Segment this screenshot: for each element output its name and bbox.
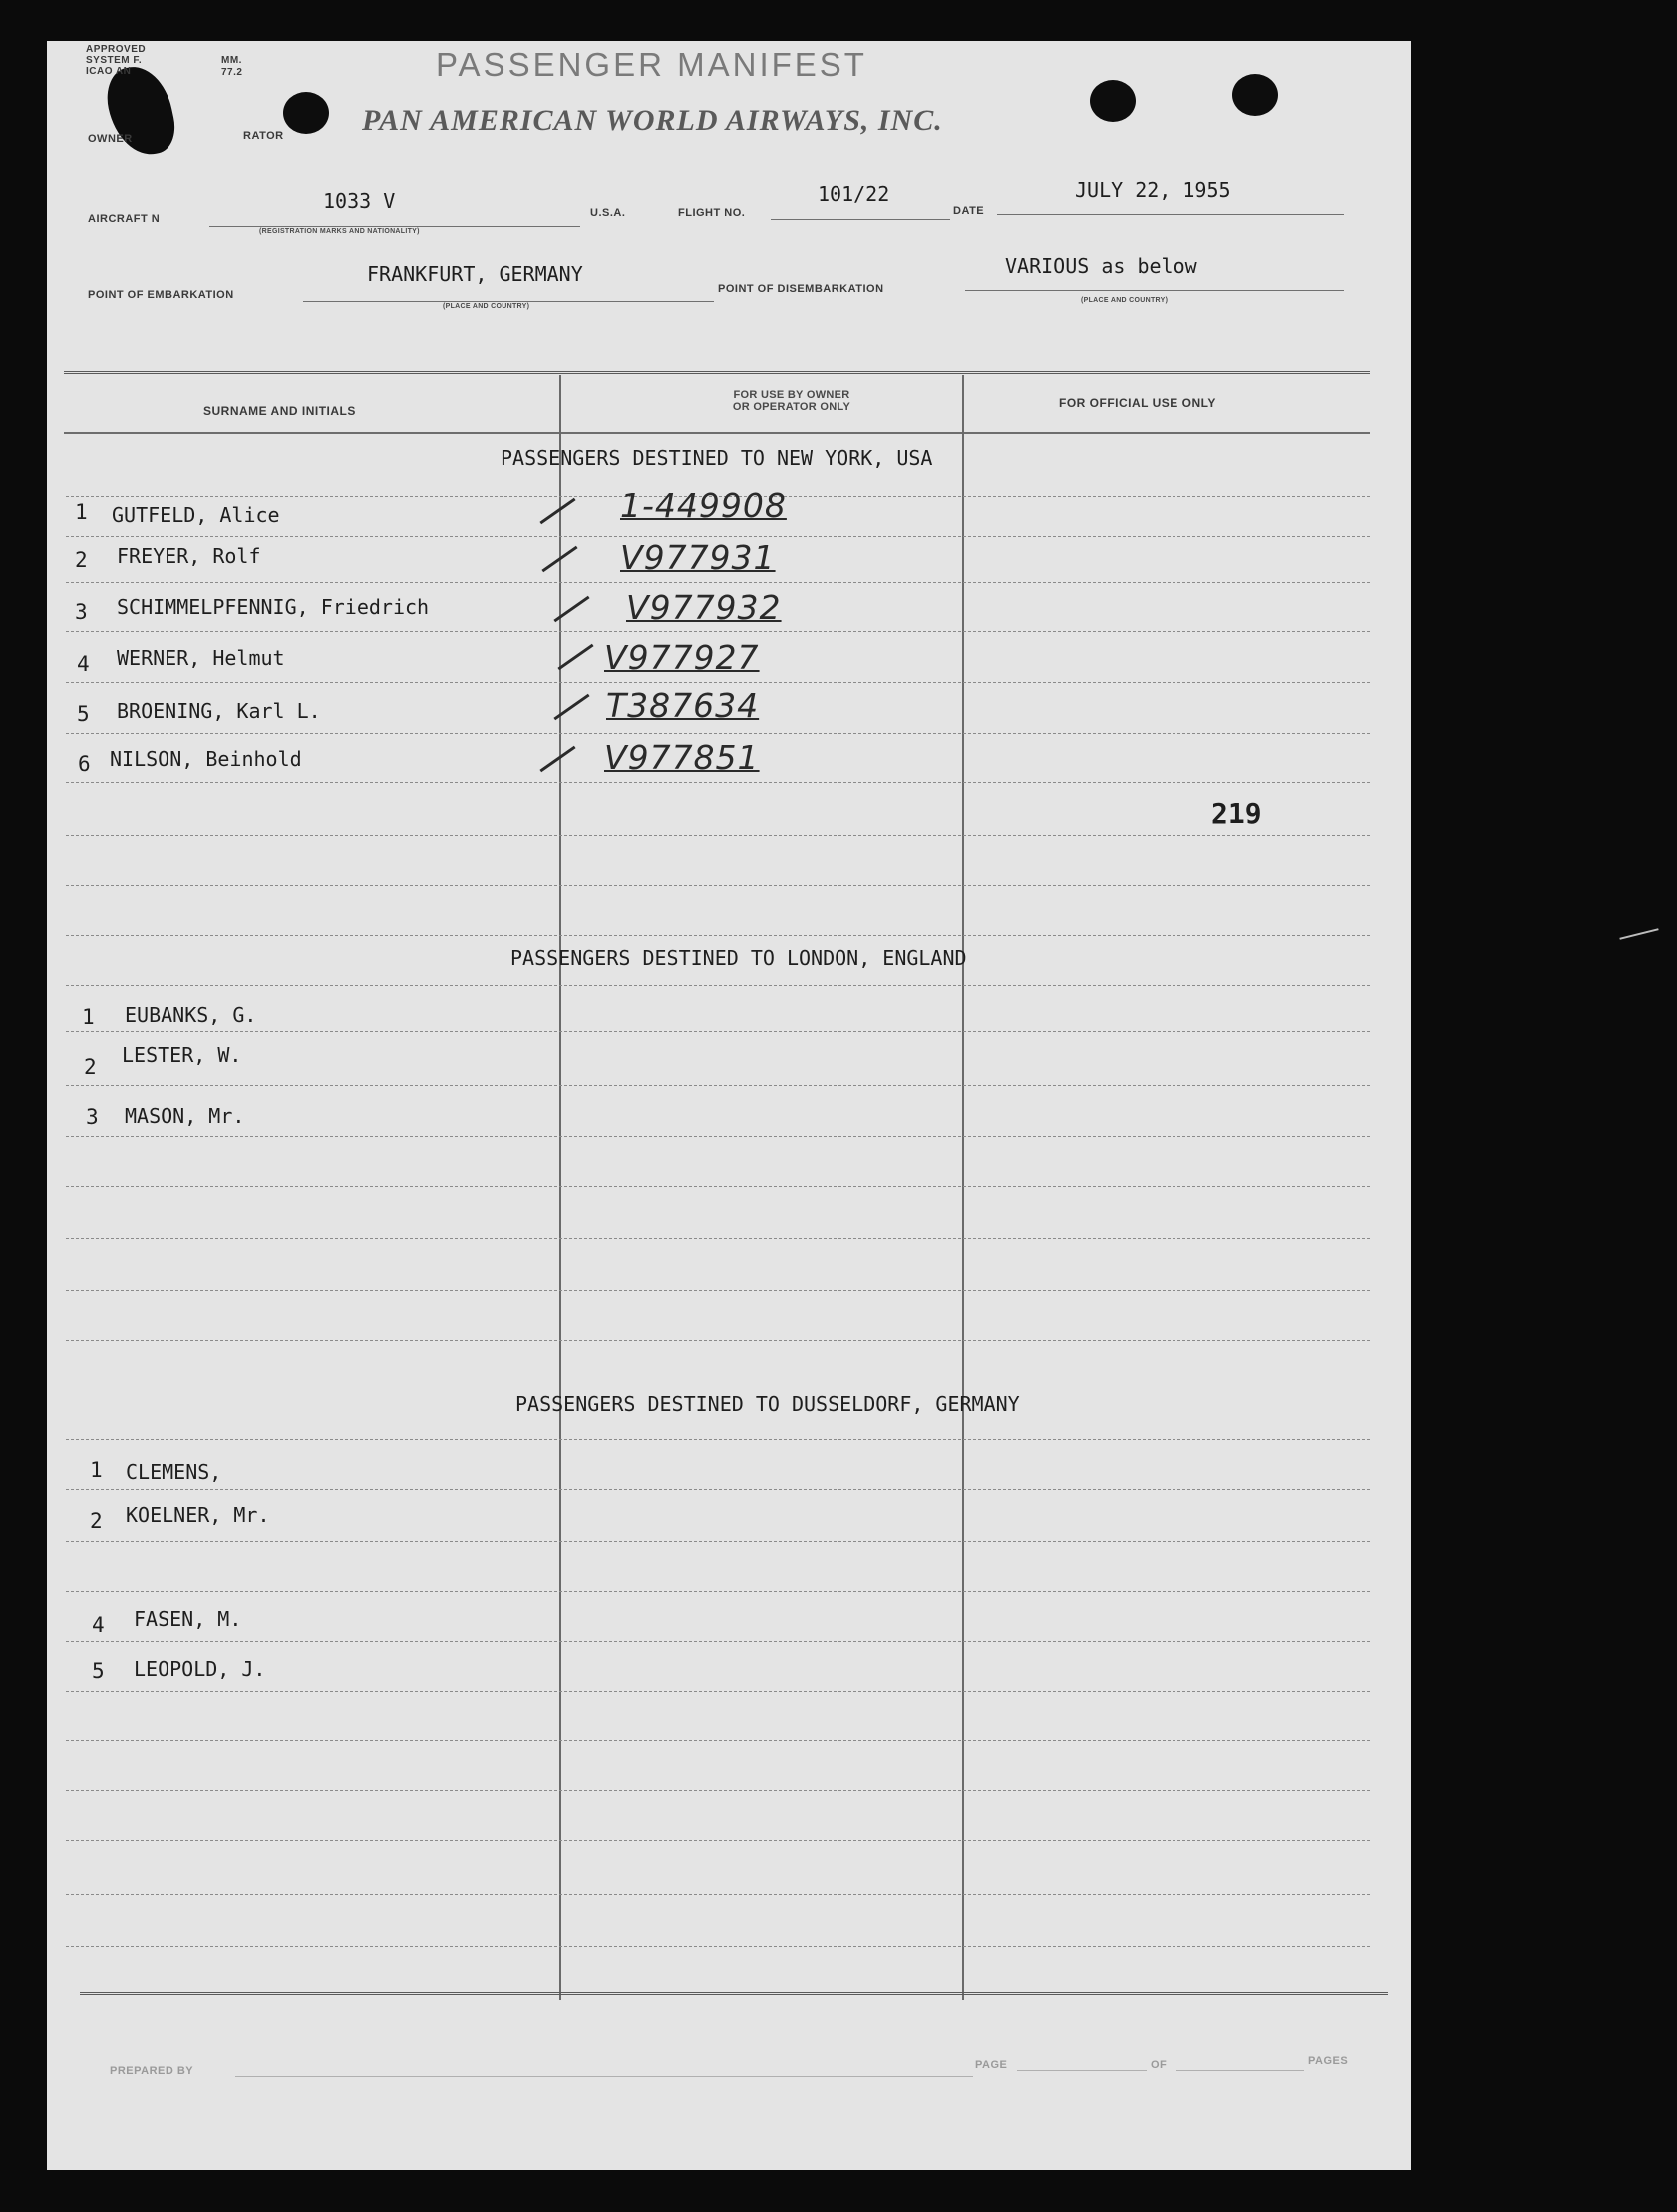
stray-mark	[1619, 928, 1658, 940]
embarkation-label: POINT OF EMBARKATION	[88, 289, 234, 301]
ticket-number: T387634	[606, 686, 760, 725]
passenger-name: NILSON, Beinhold	[110, 747, 302, 771]
approved-num: 77.2	[221, 67, 243, 78]
ticket-number: V977931	[620, 538, 776, 577]
flight-label: FLIGHT NO.	[678, 207, 746, 219]
aircraft-label: AIRCRAFT N	[88, 213, 161, 225]
passenger-name: BROENING, Karl L.	[117, 699, 321, 723]
ticket-number: 1-449908	[620, 486, 787, 525]
passenger-number: 6	[78, 752, 91, 776]
passenger-number: 4	[77, 652, 90, 676]
ticket-number: V977932	[626, 588, 782, 627]
approved-line-3: ICAO AN	[86, 66, 132, 77]
passenger-number: 3	[75, 600, 88, 624]
page-label: PAGE	[975, 2059, 1008, 2071]
approved-line-2: SYSTEM F.	[86, 55, 143, 66]
passenger-name: EUBANKS, G.	[125, 1003, 257, 1027]
punch-hole-left	[283, 92, 329, 134]
manifest-page	[47, 41, 1411, 2170]
disembarkation-caption: (PLACE AND COUNTRY)	[1081, 297, 1169, 304]
passenger-number: 2	[90, 1509, 103, 1533]
approved-line-1: APPROVED	[86, 44, 147, 55]
of-label: OF	[1151, 2059, 1168, 2071]
usa-label: U.S.A.	[590, 207, 626, 219]
operator-label: RATOR	[243, 130, 284, 142]
disembarkation-value: VARIOUS as below	[1005, 254, 1197, 278]
page-note-number: 219	[1211, 797, 1262, 830]
embarkation-caption: (PLACE AND COUNTRY)	[443, 303, 530, 310]
form-title: PASSENGER MANIFEST	[436, 46, 867, 83]
flight-value: 101/22	[818, 182, 890, 206]
passenger-name: CLEMENS,	[126, 1460, 222, 1484]
punch-hole-middle	[1090, 80, 1136, 122]
passenger-name: FASEN, M.	[134, 1607, 242, 1631]
disembarkation-label: POINT OF DISEMBARKATION	[718, 283, 884, 295]
prepared-by-label: PREPARED BY	[110, 2065, 194, 2077]
passenger-name: SCHIMMELPFENNIG, Friedrich	[117, 595, 430, 619]
passenger-name: MASON, Mr.	[125, 1105, 245, 1128]
passenger-number: 5	[92, 1659, 105, 1683]
passenger-number: 4	[92, 1613, 105, 1637]
section-heading-new-york: PASSENGERS DESTINED TO NEW YORK, USA	[501, 446, 933, 470]
airline-name: PAN AMERICAN WORLD AIRWAYS, INC.	[362, 104, 943, 137]
col-owner-line-1: FOR USE BY OWNER	[733, 389, 850, 401]
passenger-name: FREYER, Rolf	[117, 544, 261, 568]
date-value: JULY 22, 1955	[1075, 178, 1231, 202]
passenger-number: 2	[84, 1055, 97, 1079]
owner-label: OWNER	[88, 133, 133, 145]
passenger-name: GUTFELD, Alice	[112, 503, 280, 527]
col-owner-line-2: OR OPERATOR ONLY	[732, 401, 851, 413]
passenger-number: 2	[75, 548, 88, 572]
passenger-number: 1	[82, 1005, 95, 1029]
passenger-name: LEOPOLD, J.	[134, 1657, 266, 1681]
section-heading-london: PASSENGERS DESTINED TO LONDON, ENGLAND	[510, 946, 967, 970]
aircraft-value: 1033 V	[323, 189, 396, 213]
ticket-number: V977851	[604, 738, 760, 777]
col-official: FOR OFFICIAL USE ONLY	[1059, 396, 1216, 410]
passenger-number: 1	[75, 500, 88, 524]
date-label: DATE	[953, 205, 985, 217]
punch-hole-right	[1232, 74, 1278, 116]
col-surname: SURNAME AND INITIALS	[203, 404, 356, 418]
passenger-name: WERNER, Helmut	[117, 646, 285, 670]
pages-label: PAGES	[1308, 2055, 1349, 2067]
section-heading-dusseldorf: PASSENGERS DESTINED TO DUSSELDORF, GERMANY	[515, 1392, 1020, 1416]
embarkation-value: FRANKFURT, GERMANY	[367, 262, 583, 286]
passenger-name: KOELNER, Mr.	[126, 1503, 270, 1527]
ticket-number: V977927	[604, 638, 760, 677]
registration-caption: (REGISTRATION MARKS AND NATIONALITY)	[259, 228, 420, 235]
approved-mm: MM.	[221, 55, 242, 66]
passenger-name: LESTER, W.	[122, 1043, 242, 1067]
passenger-number: 1	[90, 1458, 103, 1482]
passenger-number: 5	[77, 702, 90, 726]
passenger-number: 3	[86, 1106, 99, 1129]
